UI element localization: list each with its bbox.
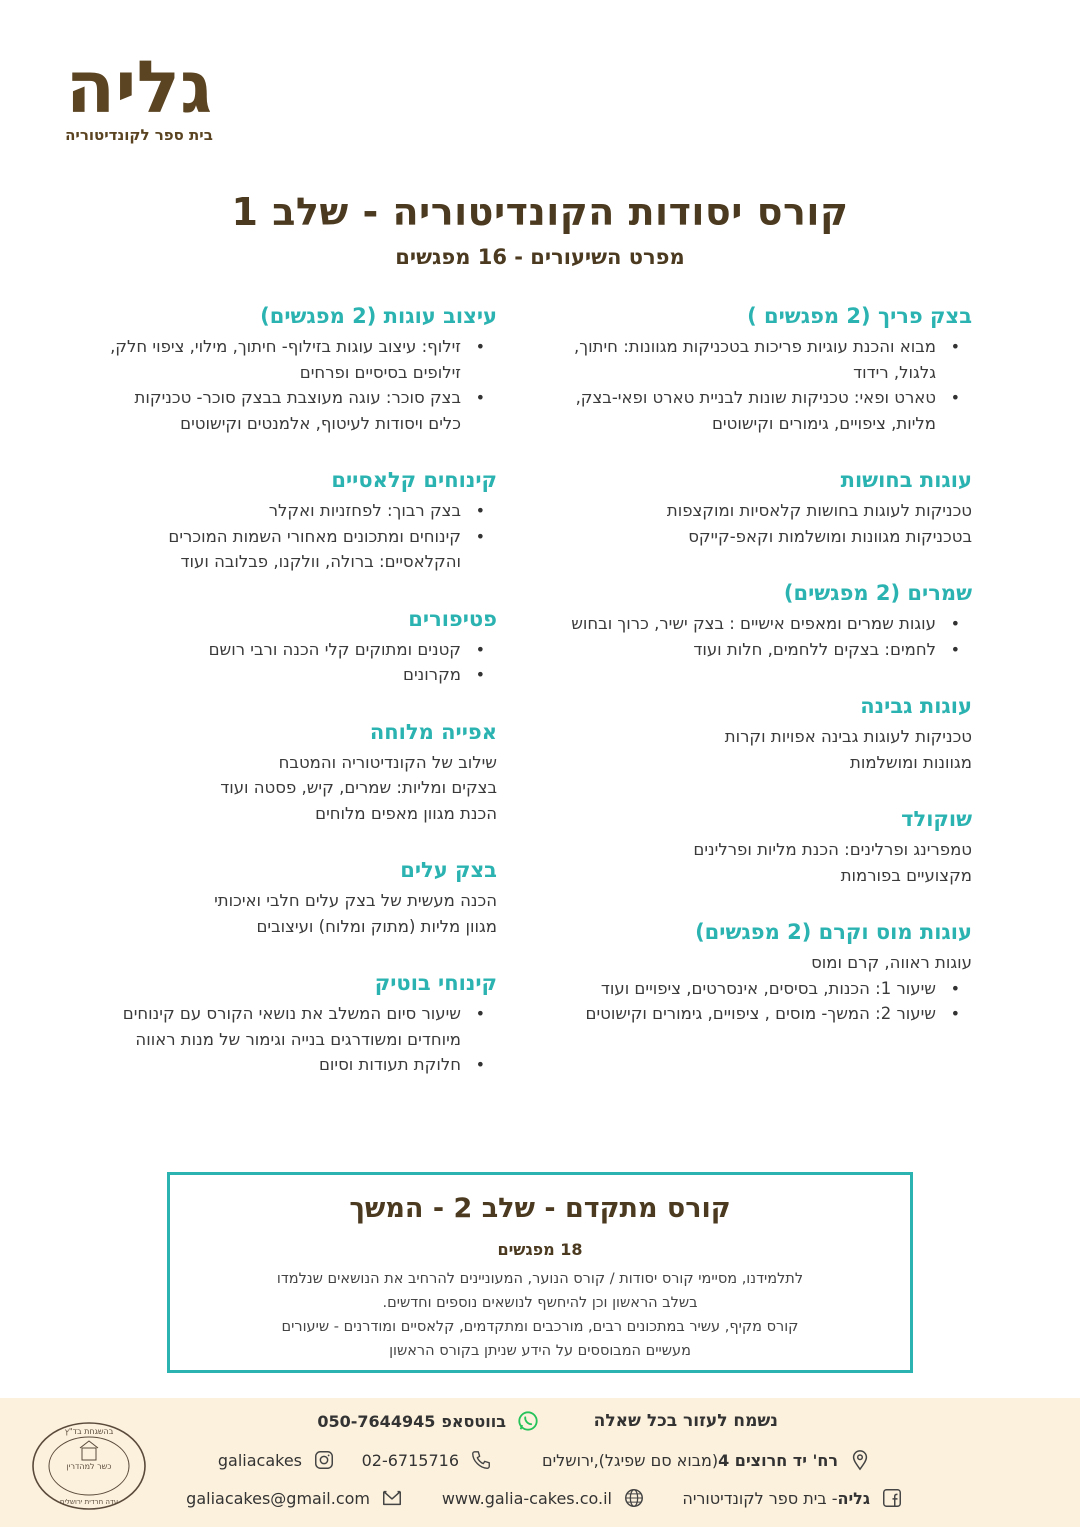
address-detail: (מבוא סם שפיגל),ירושלים <box>541 1450 719 1470</box>
help-text-row <box>594 1407 778 1435</box>
section-title: קינוחי בוטיק <box>374 971 497 995</box>
whatsapp-number: 050-7644945 <box>317 1411 436 1431</box>
facebook-icon <box>880 1486 904 1510</box>
section-text: בטכניקות מגוונות ומושלמות וקאפ-קייקס <box>688 526 972 546</box>
advanced-course-description: לתלמידנו, מסיימי קורס יסודות / קורס הנוער, המעוניינים להרחיב את הנושאים שנלמדו בשלב הראשון וכן להיחשף לנושאים נוספים וחדשים. <box>276 1271 804 1311</box>
course-section <box>100 854 497 939</box>
list-item: • שיעור 2: המשך- מוסים , ציפויים, גימורים וקישוטים <box>560 1001 936 1027</box>
section-text: טכניקות לעוגות בחושות קלאסיות ומוקצפות <box>666 501 972 520</box>
section-title: עוגות בחושות <box>840 468 972 492</box>
mail-icon <box>380 1486 404 1510</box>
section-title: עיצוב עוגות (2 מפגשים) <box>260 304 497 328</box>
section-text: הכנת מגוון מאפים מלוחים <box>315 803 497 823</box>
advanced-course-box <box>167 1172 913 1373</box>
email-contact[interactable] <box>186 1484 404 1512</box>
section-text: עוגות ראווה, קרם ומוס <box>811 953 972 972</box>
section-title: עוגות גבינה <box>860 694 972 718</box>
section-title: עוגות מוס וקרם (2 מפגשים) <box>695 920 972 944</box>
section-text: בצקים ומליות: שמרים, קיש, פסטה ועוד <box>220 778 497 797</box>
advanced-course-title: קורס מתקדם - שלב 2 - המשך <box>349 1193 731 1224</box>
course-section <box>100 300 497 436</box>
right-column <box>560 300 972 1055</box>
globe-icon <box>622 1486 646 1510</box>
section-title: בצק פריך (2 מפגשים ) <box>747 304 972 328</box>
list-item: • מבוא והכנת עוגיות פריכות בטכניקות מגוונות: חיתוך, גלגול, רידוד <box>560 334 936 385</box>
advanced-course-description: קורס מקיף, עשיר במתכונים רבים, מורכבים ומתקדמים, קלאסיים ומודרנים - שיעורים מעשיים המבוססים על הידע שניתן בקורס הראשון <box>281 1319 799 1359</box>
website-contact[interactable] <box>442 1484 646 1512</box>
advanced-course-sessions: 18 מפגשים <box>497 1240 583 1259</box>
section-title: אפייה מלוחה <box>369 719 497 744</box>
kosher-seal-icon <box>30 1420 148 1512</box>
list-item: • מקרונים <box>100 662 461 688</box>
course-section <box>560 690 972 775</box>
course-section <box>100 967 497 1078</box>
list-item: • לחמים: בצקים ללחמים, חלות ועוד <box>560 637 936 663</box>
whatsapp-icon <box>516 1409 540 1433</box>
phone-icon <box>469 1448 493 1472</box>
whatsapp-label: בווטסאפ <box>441 1411 506 1431</box>
course-section <box>100 603 497 688</box>
section-text: הכנה מעשית של בצק עלים חלבי ואיכותי <box>214 891 497 910</box>
brand-tagline: בית ספר לקונדיטוריה <box>65 126 213 144</box>
list-item: • שיעור סיום המשלב את נושאי הקורס עם קינוחים מיוחדים ומשודרגים בנייה וגימור של מנות ראווה <box>100 1001 461 1052</box>
facebook-page-name: - בית ספר לקונדיטוריה <box>682 1488 838 1508</box>
course-section <box>100 464 497 575</box>
course-section <box>100 716 497 827</box>
section-text: טמפרינג ופרלינים: הכנת מליות ופרלינים <box>693 840 972 859</box>
phone-number: 02-6715716 <box>361 1450 459 1470</box>
section-title: בצק עלים <box>400 858 497 882</box>
page-subtitle: מפרט השיעורים - 16 מפגשים <box>395 245 685 269</box>
section-title: קינוחים קלאסיים <box>331 468 497 492</box>
section-text: מקצועיים בפורמות <box>840 865 972 885</box>
list-item: • בצק סוכר: עוגה מעוצבת בבצק סוכר- טכניקות כלים ויסודות לעיטוף, אלמנטים וקישוטים <box>100 385 461 436</box>
website-url: www.galia-cakes.co.il <box>441 1488 612 1508</box>
section-text: שילוב של הקונדיטוריה והמטבח <box>278 752 497 772</box>
list-item: • חלוקת תעודות וסיום <box>100 1052 461 1078</box>
course-section <box>560 916 972 1027</box>
section-text: מגוונות ומושלמות <box>849 752 972 772</box>
brand-logo-mark <box>44 42 234 122</box>
section-title: שמרים (2 מפגשים) <box>783 581 972 605</box>
location-pin-icon <box>848 1448 872 1472</box>
email-address: galiacakes@gmail.com <box>186 1488 370 1508</box>
course-section <box>560 577 972 662</box>
facebook-brand: גליה <box>837 1488 870 1508</box>
left-column <box>100 300 497 1106</box>
list-item: • בצק רבוך: לפחזניות ואקלר <box>100 498 461 524</box>
instagram-contact[interactable] <box>218 1446 336 1474</box>
section-title: פטיפורים <box>408 606 497 631</box>
list-item: • קינוחים ומתכונים מאחורי השמות המוכרים והקלאסיים: ברולה, וולקנו, פבלובה ועוד <box>100 524 461 575</box>
list-item: • שיעור 1: הכנות, בסיסים, אינסרטים, ציפויים ועוד <box>560 976 936 1002</box>
course-section <box>560 300 972 436</box>
section-text: מגוון מליות (מתוק ומלוח) ועיצובים <box>256 916 497 936</box>
seal-top-text: בהשגחת בד"ץ <box>64 1427 114 1436</box>
list-item: • זילוף: עיצוב עוגות בזילוף- חיתוך, מילוי, ציפוי חלק, זילופים בסיסיים ופרחים <box>100 334 461 385</box>
seal-middle-text: כשר למהדרין <box>66 1462 112 1471</box>
instagram-handle: galiacakes <box>217 1450 302 1470</box>
whatsapp-contact[interactable] <box>317 1407 540 1435</box>
address-contact <box>542 1446 872 1474</box>
phone-contact[interactable] <box>362 1446 493 1474</box>
section-title: שוקולד <box>901 807 972 831</box>
list-item: • טארט ופאי: טכניקות שונות לבניית טארט ופאי-בצק, מליות, ציפויים, גימורים וקישוטים <box>560 385 936 436</box>
course-section <box>560 464 972 549</box>
list-item: • עוגות שמרים ומאפים אישיים : בצק ישיר, כרוך ובחוש <box>560 611 936 637</box>
contact-footer <box>0 1398 1080 1527</box>
help-text: נשמח לעזור בכל שאלה <box>593 1411 778 1431</box>
brand-logo-text: גליה <box>65 45 213 122</box>
facebook-contact[interactable] <box>682 1484 904 1512</box>
course-section <box>560 803 972 888</box>
seal-bottom-text: עדה חרדית ירושלים <box>59 1498 119 1506</box>
section-text: טכניקות לעוגות גבינה אפויות וקרות <box>724 727 972 746</box>
list-item: • קטנים ומתוקים קלי הכנה ורבי רושם <box>100 637 461 663</box>
page-title: קורס יסודות הקונדיטוריה - שלב 1 <box>231 190 849 234</box>
address-street: רח' יד חרוצים 4 <box>718 1450 838 1470</box>
instagram-icon <box>312 1448 336 1472</box>
